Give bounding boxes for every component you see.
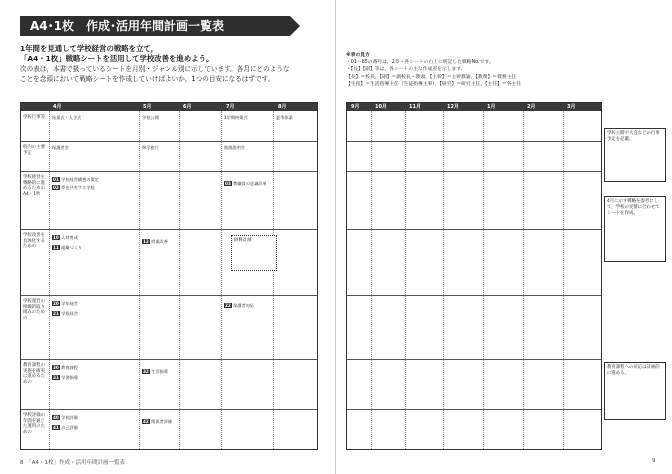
cell: 41 自己評価 (53, 425, 78, 430)
cell: 30 教育課程 (53, 365, 78, 370)
callout-box: 研修計画 (231, 235, 277, 271)
cell: 03 教職員の意識改革 (225, 181, 267, 186)
cell: 始業式・入学式 (52, 115, 82, 120)
row-label: 校内の主要予定 (23, 145, 45, 156)
cell: 01 学校経営構想の策定 (53, 177, 99, 182)
cell: 40 学校評価 (53, 415, 78, 420)
cell: 1学期終業式 (224, 115, 248, 120)
plan-table-right (346, 102, 602, 450)
row-label: 学校評価の年間を通じた運用のための (23, 413, 45, 435)
row-label: 学校経営を戦略的に進めるためのA4・1枚 (23, 175, 45, 197)
cell: 進路説明会 (224, 145, 245, 150)
cell: 32 生活指導 (143, 369, 168, 374)
note-box: 学校公開や大会などの行事予定を記載。 (604, 128, 666, 182)
cell: 31 学習指導 (53, 375, 78, 380)
cell: 42 関係者評価 (143, 419, 173, 424)
page-footer: 8 「A4・1枚」作成・活用年間計画一覧表 (20, 460, 126, 466)
plan-table-left (20, 102, 318, 450)
month-header: 4月 5月 6月 7月 8月 (21, 103, 317, 111)
cell: 22 保護者対応 (225, 303, 255, 308)
cell: 20 学年経営 (53, 301, 78, 306)
row-label: 学校行事等 (23, 115, 45, 120)
cell: 10 人材育成 (53, 235, 78, 240)
cell: 21 学級経営 (53, 311, 78, 316)
note-box: 教育課程への対応は計画的に進める。 (604, 362, 666, 420)
cell: 保護者会 (52, 145, 69, 150)
cell: 11 組織づくり (53, 245, 83, 250)
row-label: 学校改善を具体化するための (23, 233, 45, 250)
cell: 02 夢を共有する学校 (53, 185, 95, 190)
page-title: A4･1枚 作成･活用年間計画一覧表 (20, 16, 290, 36)
month-header: 9月 10月 11月 12月 1月 2月 3月 (347, 103, 601, 111)
note-box: 4月に示す戦略を参考にして，学校の実情に合わせてシートを作成。 (604, 196, 666, 262)
cell: 夏季休業 (276, 115, 293, 120)
cell: 12 授業改善 (143, 239, 168, 244)
page-number: 9 (652, 458, 656, 464)
cell: 修学旅行 (142, 145, 159, 150)
row-label: 学校運営の組織的取り組みのための (23, 299, 45, 321)
intro-text: 1年間を見通して学校経営の戦略を立て， 「A4・1枚」戦略シートを活用して学校改善を進めよう。 次の表は，本書で扱っているシートを月別・ジャンル別に示しています。各月にどのような ことを念頭において戦略シートを作成していけばよいか，1つの目安になるはずです。 (20, 44, 290, 83)
cell: 学校公開 (142, 115, 159, 120)
legend: ※表の見方 ・01〜85の番号は，2章・各シートの右上に明記した戦略No.です。 ・【長】【副】等は，各シートの主な作成者を示します。 【長】＝校長，【副】＝副校長・教頭，【主幹】＝主幹教諭，【教務】＝教務主任 【生指】＝生活指導主任（生徒指導主事），【研究】＝研究主任，【主任】＝各主任 (346, 53, 522, 87)
row-label: 教育課程の実施を確実に進めるための (23, 363, 45, 385)
right-page (336, 0, 672, 474)
